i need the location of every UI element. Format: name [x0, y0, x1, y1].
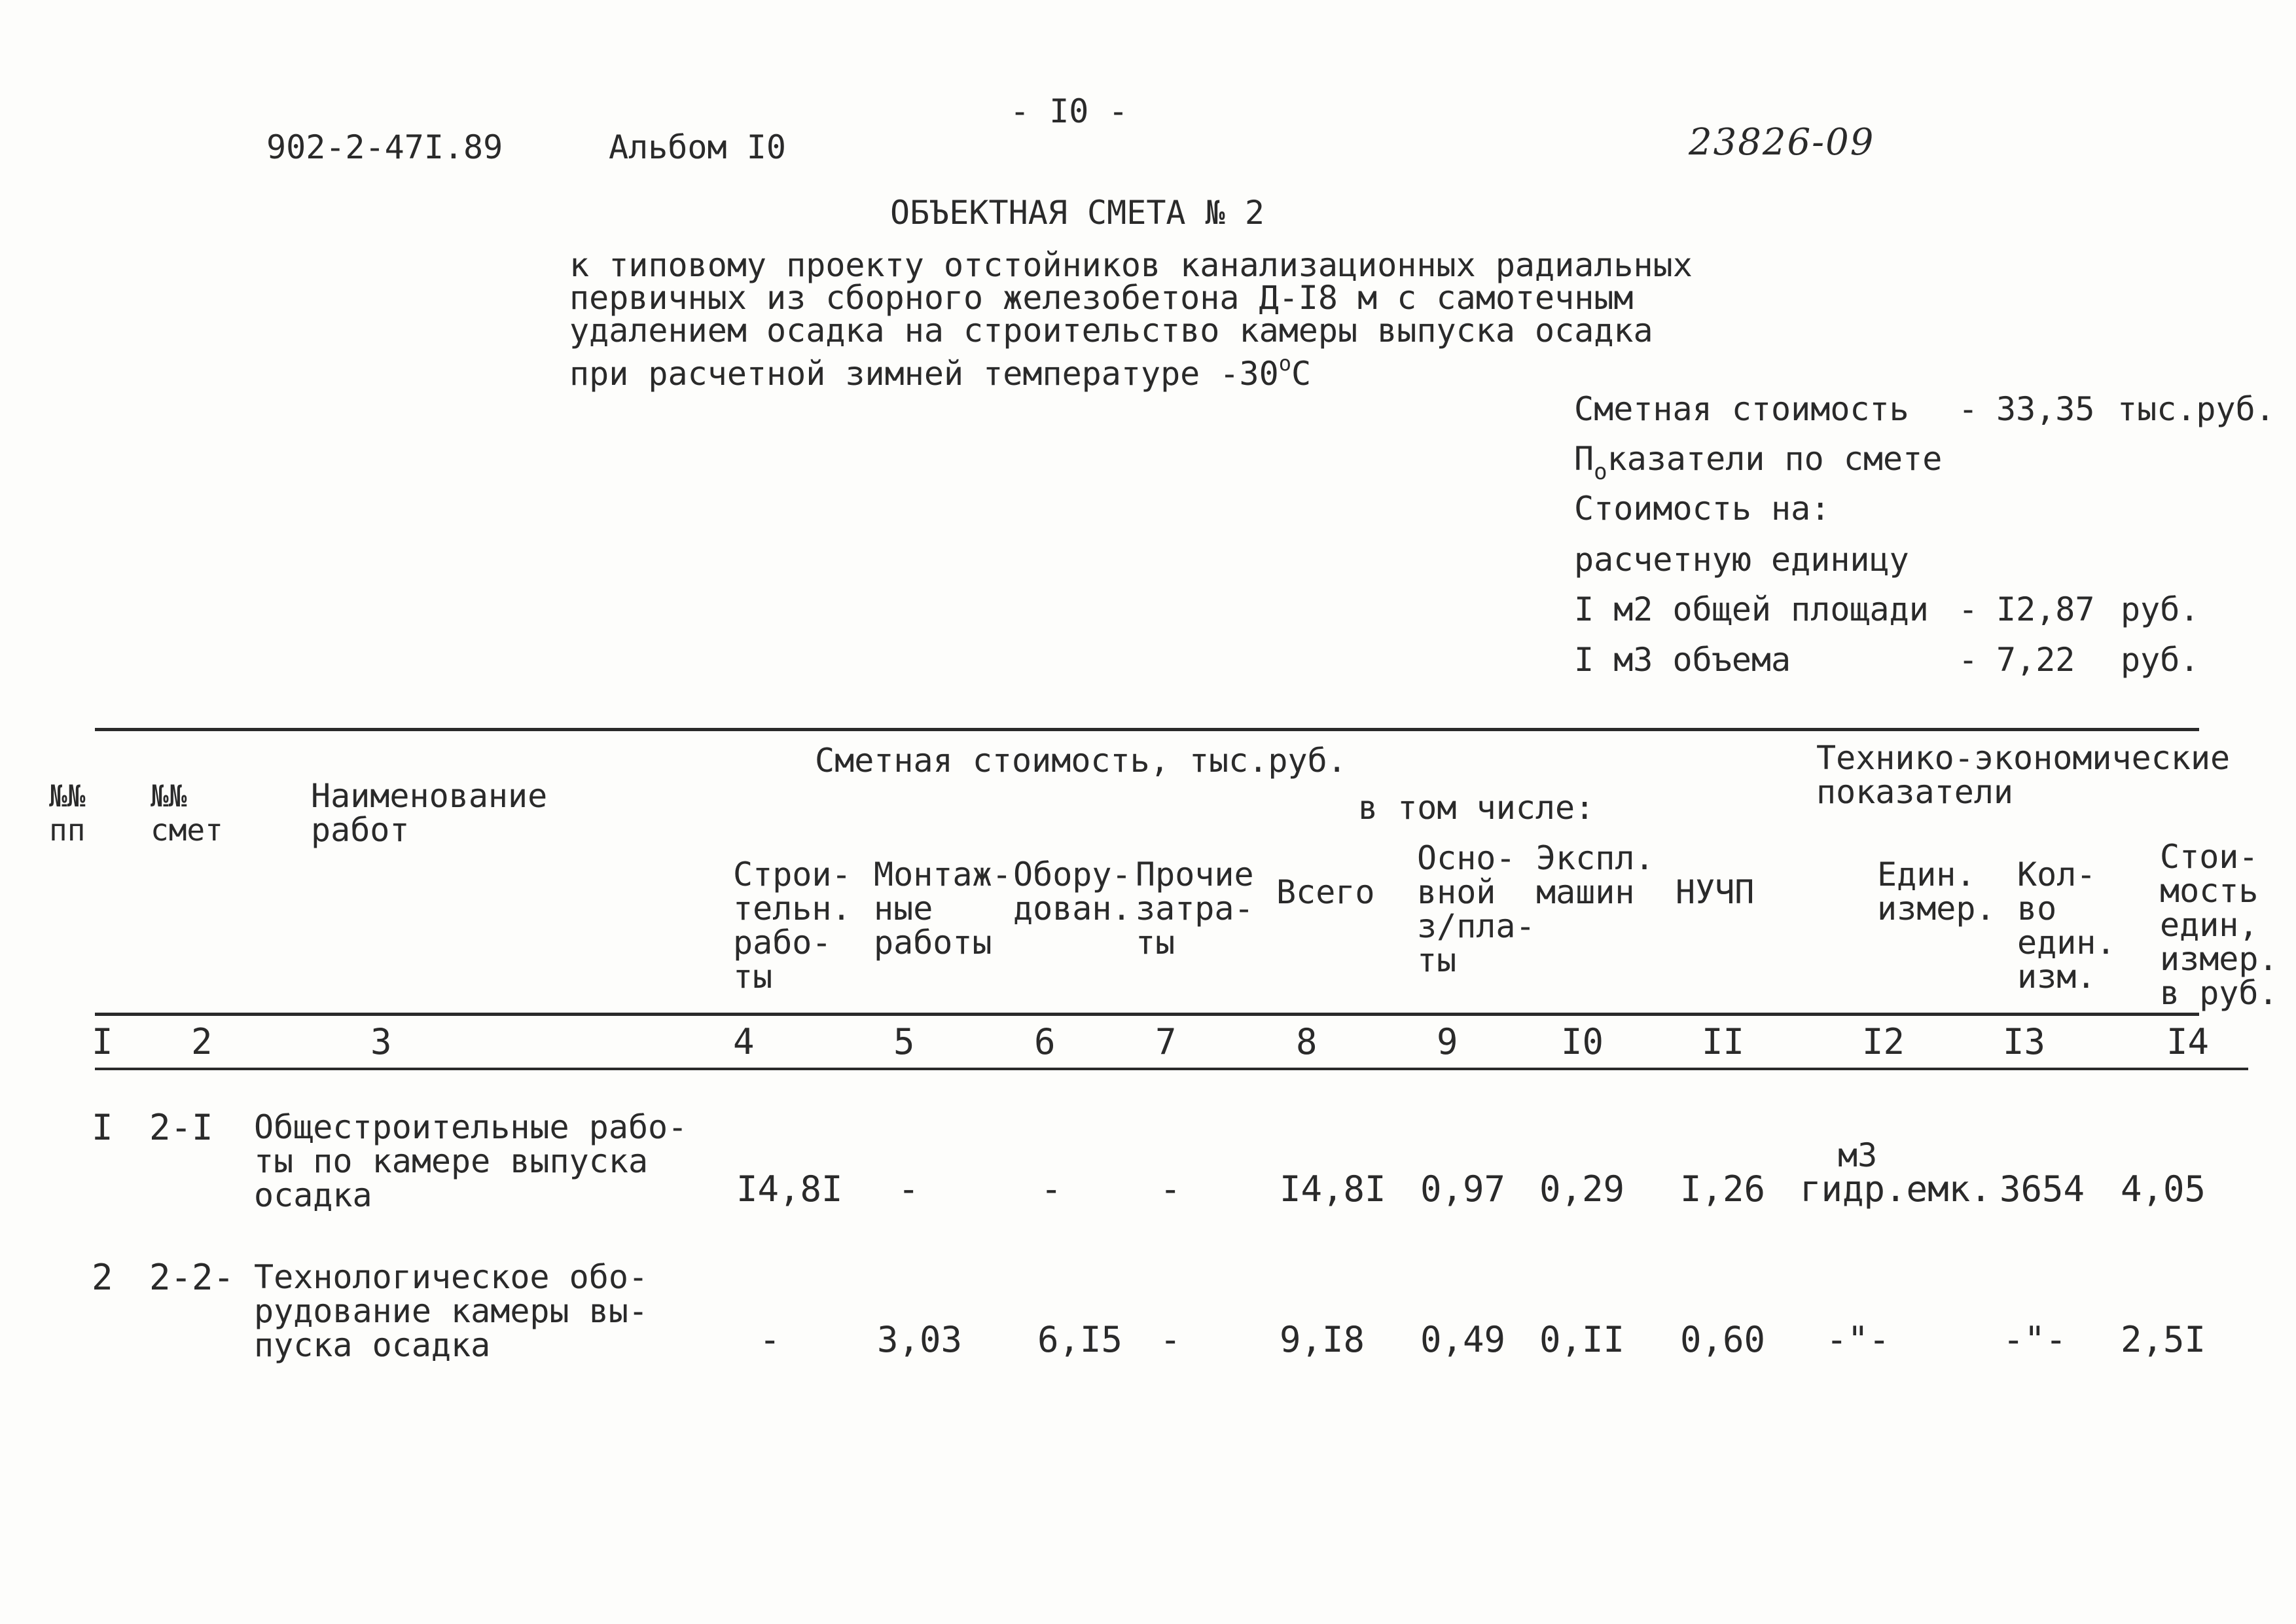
row-quantity: -"-: [2003, 1319, 2067, 1360]
header-col-other-costs: Прочие затра- ты: [1136, 856, 1254, 962]
page-title: ОБЪЕКТНАЯ СМЕТА № 2: [890, 194, 1265, 232]
header-col-construction: Строи- тельн. рабо- ты: [733, 856, 852, 996]
header-col-machine-operation: Экспл. машин: [1536, 839, 1655, 911]
row-work-name: Общестроительные рабо- ты по камере выпуска осадка: [254, 1108, 688, 1214]
header-bottom-rule: [95, 1013, 2199, 1016]
row-equipment: -: [1041, 1168, 1062, 1210]
estimated-cost-label: Сметная стоимость: [1574, 390, 1909, 428]
subtitle-line-1: к типовому проекту отстойников канализационных радиальных: [569, 246, 1693, 284]
header-col-installation: Монтаж- ные работы: [874, 856, 1012, 962]
page-number: - I0 -: [1010, 92, 1128, 130]
row-estimate-number: 2-I: [149, 1107, 213, 1148]
estimated-cost-value: 33,35: [1996, 390, 2095, 428]
row-total: I4,8I: [1280, 1168, 1386, 1210]
row-unit: гидр.емк.: [1800, 1168, 1992, 1210]
subtitle-line-4: [569, 347, 1693, 393]
m3-value: 7,22: [1996, 641, 2075, 679]
m2-unit: руб.: [2121, 590, 2200, 628]
row-installation: -: [898, 1168, 920, 1210]
calc-unit-label: расчетную единицу: [1574, 541, 1909, 579]
row-machine-operation: 0,29: [1539, 1168, 1625, 1210]
header-col-total: Всего: [1276, 873, 1375, 911]
row-work-name: Технологическое обо- рудование камеры вы- пуска осадка: [254, 1258, 649, 1364]
col-number-7: 7: [1155, 1021, 1177, 1062]
col-number-12: I2: [1862, 1021, 1905, 1062]
header-cost-group: Сметная стоимость, тыс.руб.: [815, 742, 1347, 780]
m2-value: I2,87: [1996, 590, 2095, 628]
header-col-unit: Един. измер.: [1877, 856, 1996, 928]
temperature-unit: C: [1291, 355, 1312, 393]
row-unit: -"-: [1826, 1319, 1890, 1360]
row-base-wages: 0,97: [1420, 1168, 1506, 1210]
row-equipment: 6,I5: [1037, 1319, 1123, 1360]
row-machine-operation: 0,II: [1539, 1319, 1625, 1360]
row-estimate-number: 2-2-: [149, 1257, 235, 1298]
header-tech-econ-group: Технико-экономические показатели: [1816, 739, 2231, 811]
degree-mark: o: [1278, 351, 1291, 376]
row-nuchp: I,26: [1680, 1168, 1766, 1210]
album-label: Альбом I0: [609, 128, 786, 166]
header-col-nuchp: НУЧП: [1676, 873, 1755, 911]
col-number-5: 5: [893, 1021, 915, 1062]
row-total: 9,I8: [1280, 1319, 1365, 1360]
col-number-3: 3: [370, 1021, 392, 1062]
table-top-rule: [95, 728, 2199, 731]
col-number-1: I: [92, 1021, 113, 1062]
col-number-14: I4: [2166, 1021, 2210, 1062]
row-unit-cost: 4,05: [2121, 1168, 2206, 1210]
col-number-13: I3: [2003, 1021, 2046, 1062]
m3-unit: руб.: [2121, 641, 2200, 679]
row-base-wages: 0,49: [1420, 1319, 1506, 1360]
row-nuchp: 0,60: [1680, 1319, 1766, 1360]
header-including: в том числе:: [1358, 789, 1595, 827]
col-number-10: I0: [1561, 1021, 1604, 1062]
subtitle-line-4-text: при расчетной зимней температуре -30: [569, 355, 1279, 393]
col-number-11: II: [1702, 1021, 1745, 1062]
estimated-cost-dash: -: [1958, 390, 1979, 428]
row-number: 2: [92, 1257, 113, 1298]
row-installation: 3,03: [877, 1319, 963, 1360]
row-construction: -: [759, 1319, 781, 1360]
header-col-unit-cost: Стои- мость един, измер. в руб.: [2160, 838, 2278, 1012]
indicators-first-letter: П: [1574, 440, 1594, 478]
header-col-quantity: Кол- во един. изм.: [2017, 856, 2116, 996]
row-unit-top: м3: [1838, 1136, 1878, 1174]
header-col-equipment: Обору- дован.: [1013, 856, 1132, 928]
m3-label: I м3 объема: [1574, 641, 1791, 679]
header-col-estimate-number: №№ смет: [151, 778, 223, 848]
col-number-2: 2: [191, 1021, 213, 1062]
header-col-work-name: Наименование работ: [311, 777, 548, 849]
col-number-6: 6: [1034, 1021, 1056, 1062]
column-numbers-rule: [95, 1068, 2248, 1070]
document-code: 902-2-47I.89: [266, 128, 503, 166]
row-construction: I4,8I: [736, 1168, 843, 1210]
row-unit-cost: 2,5I: [2121, 1319, 2206, 1360]
m3-dash: -: [1958, 641, 1979, 679]
subtitle: [569, 246, 1693, 393]
col-number-4: 4: [733, 1021, 755, 1062]
col-number-8: 8: [1296, 1021, 1318, 1062]
m2-label: I м2 общей площади: [1574, 590, 1929, 628]
row-other-costs: -: [1160, 1168, 1181, 1210]
header-col-row-number: №№ пп: [49, 778, 86, 848]
header-col-base-wages: Осно- вной з/пла- ты: [1417, 839, 1535, 979]
indicators-sub-letter: о: [1594, 459, 1607, 485]
indicators-label: [1574, 442, 1942, 483]
subtitle-line-3: удалением осадка на строительство камеры выпуска осадка: [569, 312, 1653, 350]
estimated-cost-unit: тыс.руб.: [2117, 390, 2275, 428]
subtitle-line-2: первичных из сборного железобетона Д-I8 м с самотечным: [569, 279, 1634, 317]
row-other-costs: -: [1160, 1319, 1181, 1360]
row-quantity: 3654: [2000, 1168, 2085, 1210]
cost-for-label: Стоимость на:: [1574, 490, 1831, 528]
m2-dash: -: [1958, 590, 1979, 628]
indicators-rest: казатели по смете: [1607, 440, 1943, 478]
row-number: I: [92, 1107, 113, 1148]
handwritten-stamp-number: 23826-09: [1689, 121, 1875, 164]
col-number-9: 9: [1437, 1021, 1458, 1062]
